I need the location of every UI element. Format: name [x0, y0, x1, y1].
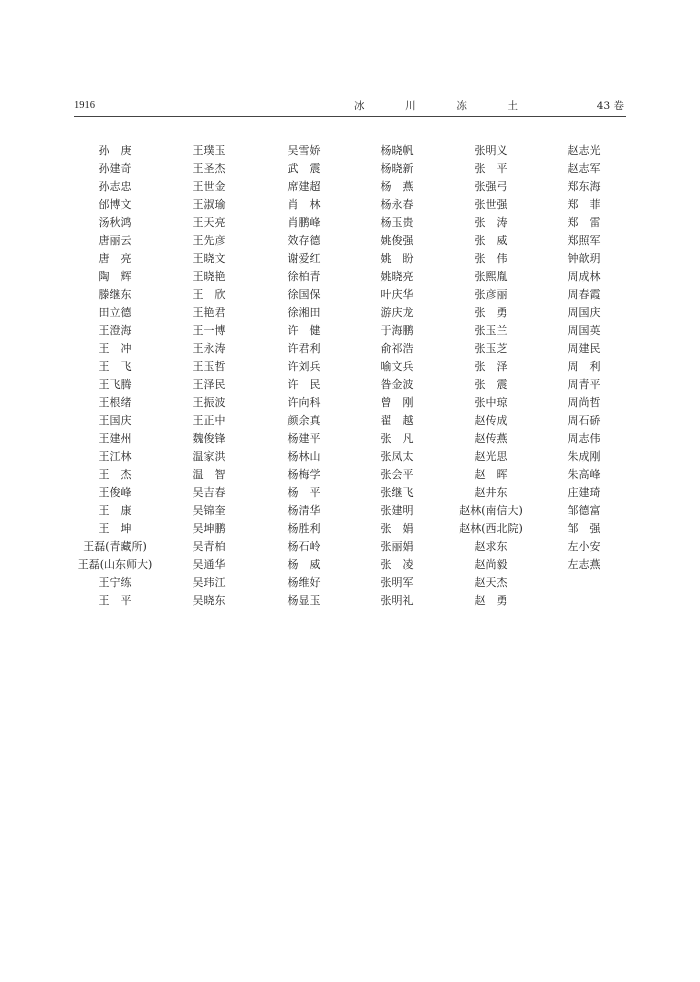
name-entry: 王 欣 — [192, 288, 226, 301]
name-entry: 朱成刚 — [567, 450, 601, 463]
name-entry: 孙志忠 — [98, 180, 132, 193]
name-entry: 王 平 — [98, 594, 132, 607]
name-entry: 王磊(青藏所) — [83, 540, 147, 553]
name-entry: 昝金波 — [380, 378, 414, 391]
name-entry: 肖鹏峰 — [287, 216, 321, 229]
name-entry: 张玉兰 — [474, 324, 508, 337]
name-entry: 张 凡 — [380, 432, 414, 445]
name-entry: 温家洪 — [192, 450, 226, 463]
name-entry: 徐柏青 — [287, 270, 321, 283]
name-entry: 张丽娟 — [380, 540, 414, 553]
name-entry: 周石硚 — [567, 414, 601, 427]
name-entry: 周建民 — [567, 342, 601, 355]
name-entry: 赵光思 — [474, 450, 508, 463]
name-entry: 张 震 — [474, 378, 508, 391]
header-rule — [74, 116, 626, 117]
name-entry: 周国庆 — [567, 306, 601, 319]
name-entry: 王澄海 — [98, 324, 132, 337]
name-entry: 颜余真 — [287, 414, 321, 427]
name-entry: 张 涛 — [474, 216, 508, 229]
name-entry: 孙 庚 — [98, 144, 132, 157]
name-entry: 庄建琦 — [567, 486, 601, 499]
name-entry: 赵求东 — [474, 540, 508, 553]
name-entry: 王 冲 — [98, 342, 132, 355]
name-entry: 张 娟 — [380, 522, 414, 535]
name-entry: 吴坤鹏 — [192, 522, 226, 535]
name-entry: 周尚哲 — [567, 396, 601, 409]
name-entry: 王淑瑜 — [192, 198, 226, 211]
name-entry: 张 伟 — [474, 252, 508, 265]
name-entry: 周 利 — [567, 360, 601, 373]
name-entry: 陶 辉 — [98, 270, 132, 283]
name-entry: 王 康 — [98, 504, 132, 517]
name-entry: 张明军 — [380, 576, 414, 589]
name-entry: 杨建平 — [287, 432, 321, 445]
name-entry: 徐湘田 — [287, 306, 321, 319]
name-entry: 许 民 — [287, 378, 321, 391]
name-entry: 吴通华 — [192, 558, 226, 571]
name-entry: 温 智 — [192, 468, 226, 481]
name-entry: 王宁练 — [98, 576, 132, 589]
name-entry: 赵传成 — [474, 414, 508, 427]
name-entry: 杨胜利 — [287, 522, 321, 535]
name-entry: 许刘兵 — [287, 360, 321, 373]
journal-title-char: 川 — [405, 100, 416, 112]
name-entry: 张 平 — [474, 162, 508, 175]
name-entry: 杨晓帆 — [380, 144, 414, 157]
name-entry: 周春霞 — [567, 288, 601, 301]
name-entry: 吴雪娇 — [287, 144, 321, 157]
name-entry: 周成林 — [567, 270, 601, 283]
name-entry: 唐丽云 — [98, 234, 132, 247]
name-entry: 武 震 — [287, 162, 321, 175]
name-entry: 张中琼 — [474, 396, 508, 409]
name-entry: 王璞玉 — [192, 144, 226, 157]
name-entry: 张凤太 — [380, 450, 414, 463]
page-number: 1916 — [74, 100, 95, 111]
name-entry: 曾 刚 — [380, 396, 414, 409]
name-entry: 王振波 — [192, 396, 226, 409]
name-entry: 杨晓新 — [380, 162, 414, 175]
name-entry: 张 威 — [474, 234, 508, 247]
name-entry: 王晓文 — [192, 252, 226, 265]
name-entry: 于海鹏 — [380, 324, 414, 337]
name-entry: 邹 强 — [567, 522, 601, 535]
name-entry: 吴青柏 — [192, 540, 226, 553]
name-entry: 谢爱红 — [287, 252, 321, 265]
name-entry: 杨林山 — [287, 450, 321, 463]
journal-title — [354, 97, 518, 115]
name-entry: 杨永春 — [380, 198, 414, 211]
name-entry: 唐 亮 — [98, 252, 132, 265]
name-entry: 王晓艳 — [192, 270, 226, 283]
name-entry: 张继飞 — [380, 486, 414, 499]
name-entry: 张建明 — [380, 504, 414, 517]
name-entry: 钟歆玥 — [567, 252, 601, 265]
name-entry: 张玉芝 — [474, 342, 508, 355]
name-entry: 王 杰 — [98, 468, 132, 481]
name-entry: 王建州 — [98, 432, 132, 445]
name-entry: 邹德富 — [567, 504, 601, 517]
name-entry: 张彦丽 — [474, 288, 508, 301]
name-entry: 王 飞 — [98, 360, 132, 373]
name-entry: 王正中 — [192, 414, 226, 427]
name-entry: 王永涛 — [192, 342, 226, 355]
name-entry: 王世金 — [192, 180, 226, 193]
name-entry: 游庆龙 — [380, 306, 414, 319]
name-entry: 许君利 — [287, 342, 321, 355]
name-entry: 张会平 — [380, 468, 414, 481]
name-entry: 许 健 — [287, 324, 321, 337]
name-entry: 魏俊锋 — [192, 432, 226, 445]
name-entry: 张明礼 — [380, 594, 414, 607]
name-entry: 张世强 — [474, 198, 508, 211]
name-entry: 赵林(南信大) — [459, 504, 523, 517]
name-entry: 张 勇 — [474, 306, 508, 319]
name-entry: 叶庆华 — [380, 288, 414, 301]
name-entry: 杨 平 — [287, 486, 321, 499]
name-entry: 赵志光 — [567, 144, 601, 157]
name-entry: 姚晓亮 — [380, 270, 414, 283]
name-entry: 杨维好 — [287, 576, 321, 589]
name-entry: 赵井东 — [474, 486, 508, 499]
name-entry: 王玉哲 — [192, 360, 226, 373]
name-entry: 田立德 — [98, 306, 132, 319]
name-entry: 杨 燕 — [380, 180, 414, 193]
name-entry: 王天亮 — [192, 216, 226, 229]
name-entry: 邰博文 — [98, 198, 132, 211]
name-column — [524, 142, 644, 574]
name-entry: 肖 林 — [287, 198, 321, 211]
journal-title-char: 冻 — [456, 100, 467, 112]
name-entry: 赵林(西北院) — [459, 522, 523, 535]
name-entry: 朱高峰 — [567, 468, 601, 481]
name-entry: 杨石岭 — [287, 540, 321, 553]
name-entry: 席建超 — [287, 180, 321, 193]
name-entry: 张强弓 — [474, 180, 508, 193]
name-entry: 王先彦 — [192, 234, 226, 247]
name-entry: 杨显玉 — [287, 594, 321, 607]
name-entry: 翟 越 — [380, 414, 414, 427]
volume-label: 43 卷 — [596, 100, 624, 112]
name-entry: 郑东海 — [567, 180, 601, 193]
name-entry: 杨 威 — [287, 558, 321, 571]
name-entry: 周国英 — [567, 324, 601, 337]
name-entry: 王艳君 — [192, 306, 226, 319]
name-entry: 姚 盼 — [380, 252, 414, 265]
name-entry: 许向科 — [287, 396, 321, 409]
name-entry: 王根绪 — [98, 396, 132, 409]
name-entry: 赵传燕 — [474, 432, 508, 445]
name-entry: 杨清华 — [287, 504, 321, 517]
name-entry: 杨梅学 — [287, 468, 321, 481]
name-entry: 王一博 — [192, 324, 226, 337]
name-entry: 王飞腾 — [98, 378, 132, 391]
name-entry: 郑 雷 — [567, 216, 601, 229]
name-entry: 王泽民 — [192, 378, 226, 391]
name-entry: 郑照军 — [567, 234, 601, 247]
name-entry: 吴玮江 — [192, 576, 226, 589]
name-entry: 吴锦奎 — [192, 504, 226, 517]
name-entry: 赵天杰 — [474, 576, 508, 589]
journal-title-char: 土 — [507, 100, 518, 112]
name-entry: 喻文兵 — [380, 360, 414, 373]
name-entry: 王 坤 — [98, 522, 132, 535]
name-entry: 王江林 — [98, 450, 132, 463]
name-entry: 孙建奇 — [98, 162, 132, 175]
name-entry: 张 泽 — [474, 360, 508, 373]
name-entry: 郑 菲 — [567, 198, 601, 211]
name-entry: 王磊(山东师大) — [77, 558, 153, 571]
name-entry: 效存德 — [287, 234, 321, 247]
name-entry: 吴晓东 — [192, 594, 226, 607]
name-entry: 滕继东 — [98, 288, 132, 301]
name-entry: 张明义 — [474, 144, 508, 157]
name-entry: 张熙胤 — [474, 270, 508, 283]
name-entry: 张 凌 — [380, 558, 414, 571]
name-entry: 杨玉贵 — [380, 216, 414, 229]
name-entry: 赵 晖 — [474, 468, 508, 481]
name-entry: 徐国保 — [287, 288, 321, 301]
journal-title-char: 冰 — [354, 100, 365, 112]
name-entry: 王国庆 — [98, 414, 132, 427]
name-entry: 汤秋鸿 — [98, 216, 132, 229]
name-entry: 周青平 — [567, 378, 601, 391]
running-header — [74, 97, 626, 115]
name-entry: 赵 勇 — [474, 594, 508, 607]
name-entry: 赵尚毅 — [474, 558, 508, 571]
name-entry: 周志伟 — [567, 432, 601, 445]
name-entry: 姚俊强 — [380, 234, 414, 247]
name-entry: 王俊峰 — [98, 486, 132, 499]
name-entry: 赵志军 — [567, 162, 601, 175]
name-entry: 左志燕 — [567, 558, 601, 571]
name-entry: 左小安 — [567, 540, 601, 553]
name-entry: 王圣杰 — [192, 162, 226, 175]
name-entry: 吴吉春 — [192, 486, 226, 499]
name-entry: 俞祁浩 — [380, 342, 414, 355]
